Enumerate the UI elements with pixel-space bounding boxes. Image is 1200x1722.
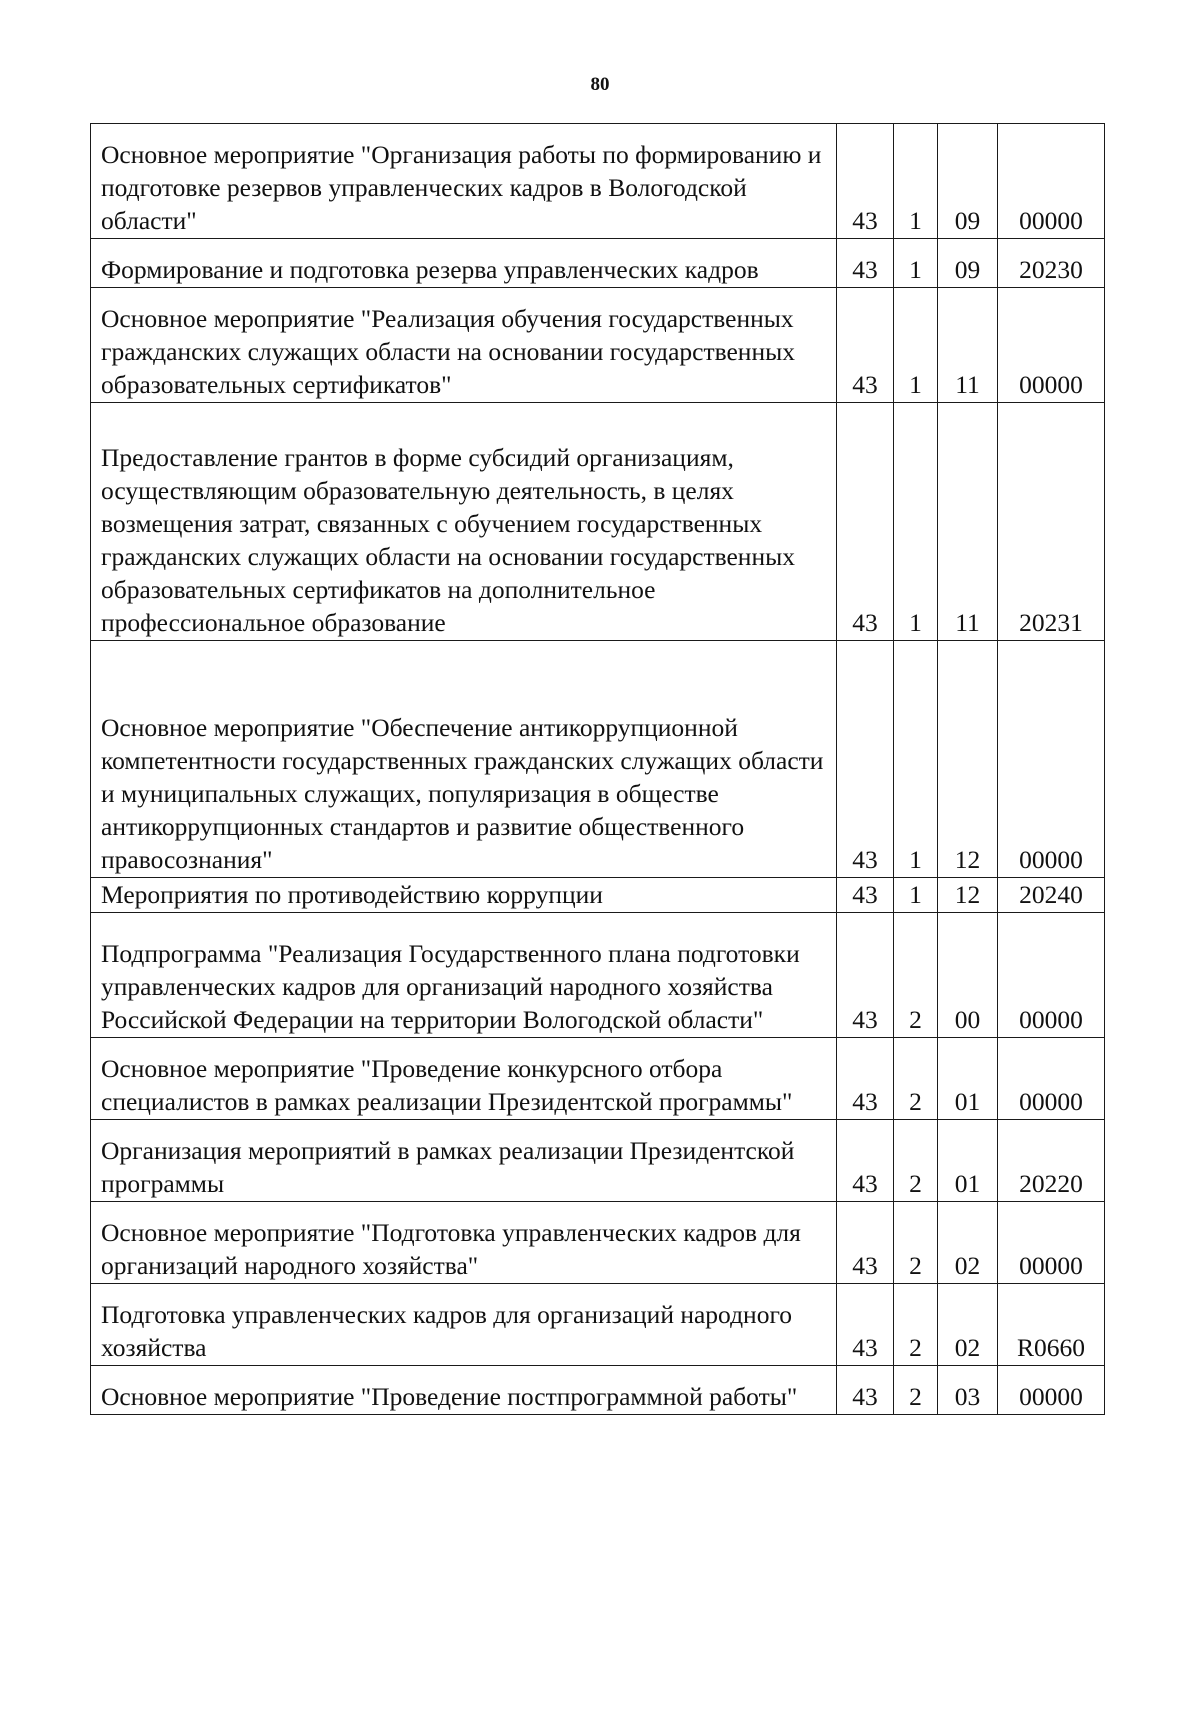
code-cell: 43 xyxy=(837,1284,894,1366)
code-cell: 1 xyxy=(894,124,938,239)
code-cell: 00000 xyxy=(998,913,1105,1038)
code-cell: 00000 xyxy=(998,641,1105,878)
code-cell: 2 xyxy=(894,1366,938,1415)
code-cell: 20240 xyxy=(998,878,1105,913)
table-row xyxy=(91,1120,1105,1202)
table-row xyxy=(91,239,1105,288)
code-cell: 00000 xyxy=(998,1038,1105,1120)
code-cell: 43 xyxy=(837,403,894,641)
code-cell: 43 xyxy=(837,913,894,1038)
code-cell: 20231 xyxy=(998,403,1105,641)
row-name: Основное мероприятие "Проведение постпрограммной работы" xyxy=(91,1366,837,1415)
table-row xyxy=(91,1202,1105,1284)
row-name: Основное мероприятие "Реализация обучения государственных гражданских служащих области на основании государственных образовательных сертификатов" xyxy=(91,288,837,403)
row-name: Основное мероприятие "Обеспечение антикоррупционной компетентности государственных гражданских служащих области и муниципальных служащих, популяризация в обществе антикоррупционных стандартов и развитие общественного правосознания" xyxy=(91,641,837,878)
row-name: Формирование и подготовка резерва управленческих кадров xyxy=(91,239,837,288)
code-cell: 00000 xyxy=(998,1202,1105,1284)
code-cell: 43 xyxy=(837,878,894,913)
row-name: Подпрограмма "Реализация Государственного плана подготовки управленческих кадров для организаций народного хозяйства Российской Федерации на территории Вологодской области" xyxy=(91,913,837,1038)
code-cell: 01 xyxy=(938,1038,998,1120)
budget-table xyxy=(90,123,1105,1415)
row-name: Предоставление грантов в форме субсидий организациям, осуществляющим образовательную деятельность, в целях возмещения затрат, связанных с обучением государственных гражданских служащих области на основании государственных образовательных сертификатов на дополнительное профессиональное образование xyxy=(91,403,837,641)
table-row xyxy=(91,913,1105,1038)
code-cell: 43 xyxy=(837,239,894,288)
code-cell: 01 xyxy=(938,1120,998,1202)
table-row xyxy=(91,403,1105,641)
code-cell: 1 xyxy=(894,288,938,403)
code-cell: 2 xyxy=(894,1284,938,1366)
code-cell: 09 xyxy=(938,239,998,288)
code-cell: 1 xyxy=(894,239,938,288)
code-cell: 43 xyxy=(837,641,894,878)
row-name: Основное мероприятие "Подготовка управленческих кадров для организаций народного хозяйства" xyxy=(91,1202,837,1284)
table-row xyxy=(91,124,1105,239)
code-cell: 00000 xyxy=(998,124,1105,239)
code-cell: 00000 xyxy=(998,288,1105,403)
code-cell: R0660 xyxy=(998,1284,1105,1366)
table-row xyxy=(91,1038,1105,1120)
code-cell: 2 xyxy=(894,1120,938,1202)
code-cell: 02 xyxy=(938,1284,998,1366)
code-cell: 1 xyxy=(894,878,938,913)
code-cell: 20230 xyxy=(998,239,1105,288)
code-cell: 2 xyxy=(894,1202,938,1284)
code-cell: 11 xyxy=(938,288,998,403)
code-cell: 09 xyxy=(938,124,998,239)
code-cell: 11 xyxy=(938,403,998,641)
code-cell: 20220 xyxy=(998,1120,1105,1202)
code-cell: 12 xyxy=(938,878,998,913)
code-cell: 00 xyxy=(938,913,998,1038)
table-row xyxy=(91,878,1105,913)
row-name: Организация мероприятий в рамках реализации Президентской программы xyxy=(91,1120,837,1202)
code-cell: 03 xyxy=(938,1366,998,1415)
code-cell: 2 xyxy=(894,1038,938,1120)
table-row xyxy=(91,288,1105,403)
code-cell: 1 xyxy=(894,641,938,878)
code-cell: 43 xyxy=(837,288,894,403)
code-cell: 43 xyxy=(837,1202,894,1284)
code-cell: 02 xyxy=(938,1202,998,1284)
code-cell: 00000 xyxy=(998,1366,1105,1415)
code-cell: 43 xyxy=(837,124,894,239)
code-cell: 43 xyxy=(837,1366,894,1415)
code-cell: 43 xyxy=(837,1038,894,1120)
page-number: 80 xyxy=(590,74,610,95)
table-row xyxy=(91,1284,1105,1366)
code-cell: 2 xyxy=(894,913,938,1038)
code-cell: 12 xyxy=(938,641,998,878)
code-cell: 43 xyxy=(837,1120,894,1202)
row-name: Основное мероприятие "Проведение конкурсного отбора специалистов в рамках реализации Президентской программы" xyxy=(91,1038,837,1120)
table-row xyxy=(91,641,1105,878)
row-name: Основное мероприятие "Организация работы по формированию и подготовке резервов управленческих кадров в Вологодской области" xyxy=(91,124,837,239)
table-row xyxy=(91,1366,1105,1415)
row-name: Мероприятия по противодействию коррупции xyxy=(91,878,837,913)
row-name: Подготовка управленческих кадров для организаций народного хозяйства xyxy=(91,1284,837,1366)
code-cell: 1 xyxy=(894,403,938,641)
